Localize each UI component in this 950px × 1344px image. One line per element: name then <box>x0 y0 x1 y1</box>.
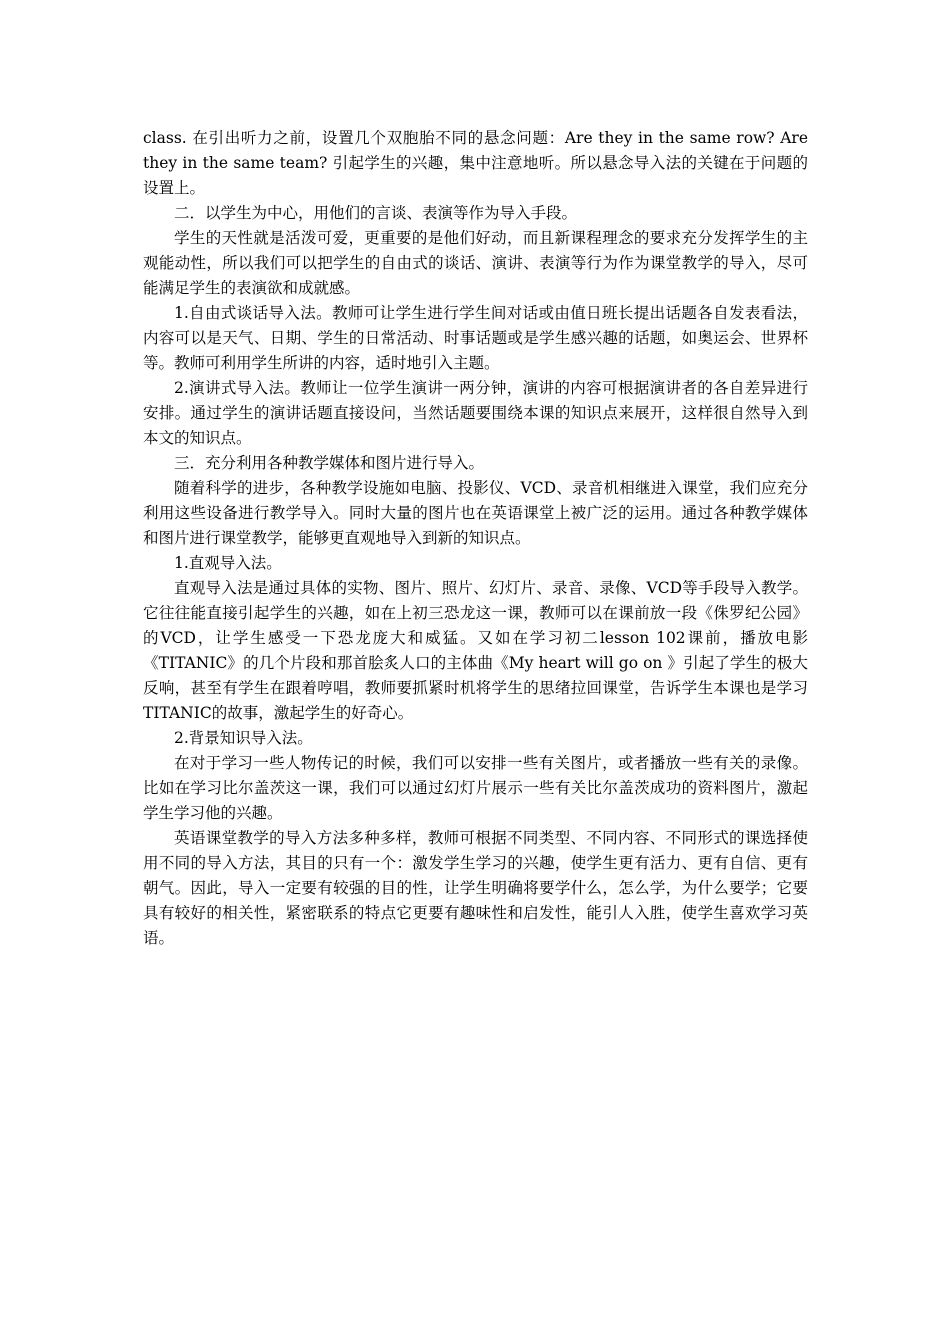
paragraph-student-centered: 学生的天性就是活泼可爱，更重要的是他们好动，而且新课程理念的要求充分发挥学生的主观能动性，所以我们可以把学生的自由式的谈话、演讲、表演等行为作为课堂教学的导入，尽可能满足学生的表演欲和成就感。 <box>143 229 808 297</box>
section-heading-three: 三．充分利用各种教学媒体和图片进行导入。 <box>174 454 485 472</box>
subheading-background: 2.背景知识导入法。 <box>174 729 313 747</box>
section-heading-two: 二．以学生为中心，用他们的言谈、表演等作为导入手段。 <box>174 204 578 222</box>
paragraph-suspense-continued: class. 在引出听力之前，设置几个双胞胎不同的悬念问题：Are they in the same row? Are they in the same team? 引起学生的兴趣，集中注意地听。所以悬念导入法的关键在于问题的设置上。 <box>143 129 808 197</box>
subheading-visual: 1.直观导入法。 <box>174 554 282 572</box>
paragraph-visual: 直观导入法是通过具体的实物、图片、照片、幻灯片、录音、录像、VCD等手段导入教学。它往往能直接引起学生的兴趣，如在上初三恐龙这一课，教师可以在课前放一段《侏罗纪公园》的VCD，让学生感受一下恐龙庞大和威猛。又如在学习初二lesson 102课前，播放电影《TITANIC》的几个片段和那首脍炙人口的主体曲《My heart will go on 》引起了学生的极大反响，甚至有学生在跟着哼唱，教师要抓紧时机将学生的思绪拉回课堂，告诉学生本课也是学习TITANIC的故事，激起学生的好奇心。 <box>143 579 808 722</box>
paragraph-speech: 2.演讲式导入法。教师让一位学生演讲一两分钟，演讲的内容可根据演讲者的各自差异进行安排。通过学生的演讲话题直接设问，当然话题要围绕本课的知识点来展开，这样很自然导入到本文的知识点。 <box>143 379 808 447</box>
document-page <box>143 126 808 951</box>
paragraph-media-intro: 随着科学的进步，各种教学设施如电脑、投影仪、VCD、录音机相继进入课堂，我们应充分利用这些设备进行教学导入。同时大量的图片也在英语课堂上被广泛的运用。通过各种教学媒体和图片进行课堂教学，能够更直观地导入到新的知识点。 <box>143 479 808 547</box>
paragraph-background: 在对于学习一些人物传记的时候，我们可以安排一些有关图片，或者播放一些有关的录像。比如在学习比尔盖茨这一课，我们可以通过幻灯片展示一些有关比尔盖茨成功的资料图片，激起学生学习他的兴趣。 <box>143 754 808 822</box>
paragraph-free-talk: 1.自由式谈话导入法。教师可让学生进行学生间对话或由值日班长提出话题各自发表看法，内容可以是天气、日期、学生的日常活动、时事话题或是学生感兴趣的话题，如奥运会、世界杯等。教师可利用学生所讲的内容，适时地引入主题。 <box>143 304 808 372</box>
paragraph-conclusion: 英语课堂教学的导入方法多种多样，教师可根据不同类型、不同内容、不同形式的课选择使用不同的导入方法，其目的只有一个：激发学生学习的兴趣，使学生更有活力、更有自信、更有朝气。因此，导入一定要有较强的目的性，让学生明确将要学什么，怎么学，为什么要学；它要具有较好的相关性，紧密联系的特点它更要有趣味性和启发性，能引人入胜，使学生喜欢学习英语。 <box>143 829 808 947</box>
